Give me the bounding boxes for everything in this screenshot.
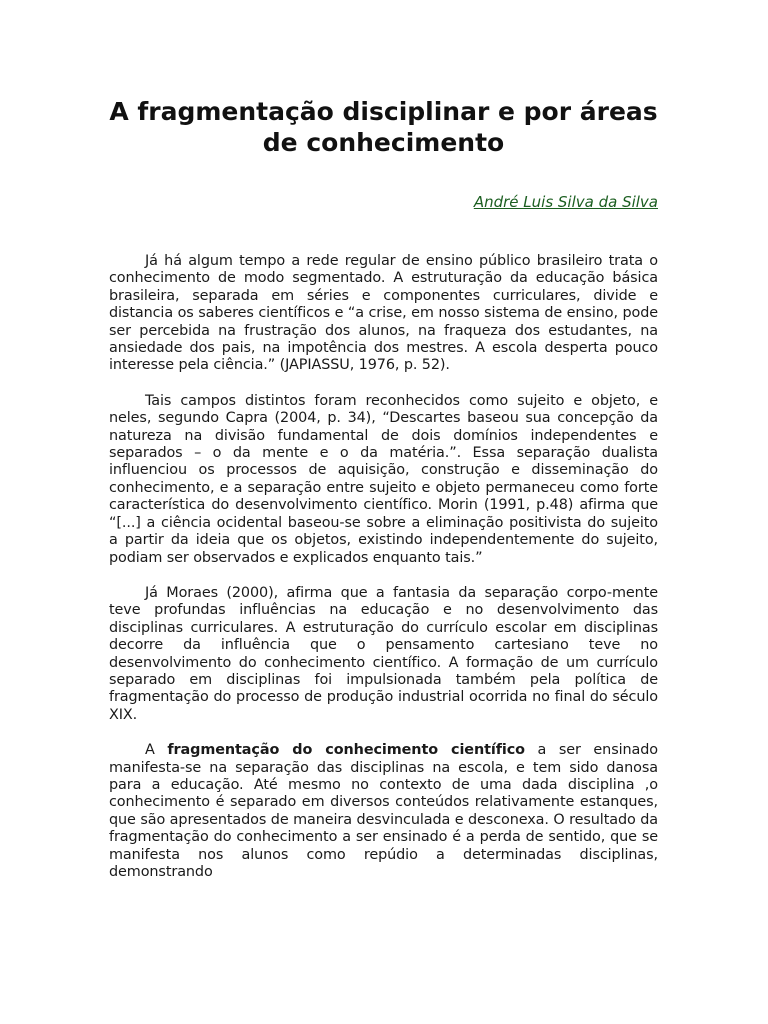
paragraph-2: Tais campos distintos foram reconhecidos como sujeito e objeto, e neles, segundo Capra (2004, p. 34), “Descartes baseou sua concepção da natureza na divisão fundamental de dois domínios independentes e separados – o da mente e o da matéria.”. Essa separação dualista influenciou os processos de aquisição, construção e disseminação do conhecimento, e a separação entre sujeito e objeto permaneceu como forte característica do desenvolvimento científico. Morin (1991, p.48) afirma que “[...] a ciência ocidental baseou-se sobre a eliminação positivista do sujeito a partir da ideia que os objetos, existindo independentemente do sujeito, podiam ser observados e explicados enquanto tais.” [109,392,658,566]
paragraph-4-emphasis: fragmentação do conhecimento científico [167,742,525,759]
paragraph-1: Já há algum tempo a rede regular de ensino público brasileiro trata o conhecimento de modo segmentado. A estruturação da educação básica brasileira, separada em séries e componentes curriculares, divide e distancia os saberes científicos e “a crise, em nosso sistema de ensino, pode ser percebida na frustração dos alunos, na fraqueza dos estudantes, na ansiedade dos pais, na impotência dos mestres. A escola desperta pouco interesse pela ciência.” (JAPIASSU, 1976, p. 52). [109,253,658,374]
paragraph-4-lead: A [145,742,168,759]
author-line [109,192,658,211]
document-title: A fragmentação disciplinar e por áreas de conhecimento [109,97,658,157]
document-body [109,253,658,881]
paragraph-3: Já Moraes (2000), afirma que a fantasia da separação corpo-mente teve profundas influências na educação e no desenvolvimento das disciplinas curriculares. A estruturação do currículo escolar em disciplinas decorre da influência que o pensamento cartesiano teve no desenvolvimento do conhecimento científico. A formação de um currículo separado em disciplinas foi impulsionada também pela política de fragmentação do processo de produção industrial ocorrida no final do século XIX. [109,584,658,723]
document-page [109,96,658,899]
paragraph-4 [109,742,658,881]
author-name: André Luis Silva da Silva [473,193,658,211]
paragraph-4-rest: a ser ensinado manifesta-se na separação das disciplinas na escola, e tem sido danosa para a educação. Até mesmo no contexto de uma dada disciplina ,o conhecimento é separado em diversos conteúdos relativamente estanques, que são apresentados de maneira desvinculada e desconexa. O resultado da fragmentação do conhecimento a ser ensinado é a perda de sentido, que se manifesta nos alunos como repúdio a determinadas disciplinas, demonstrando [109,742,658,880]
